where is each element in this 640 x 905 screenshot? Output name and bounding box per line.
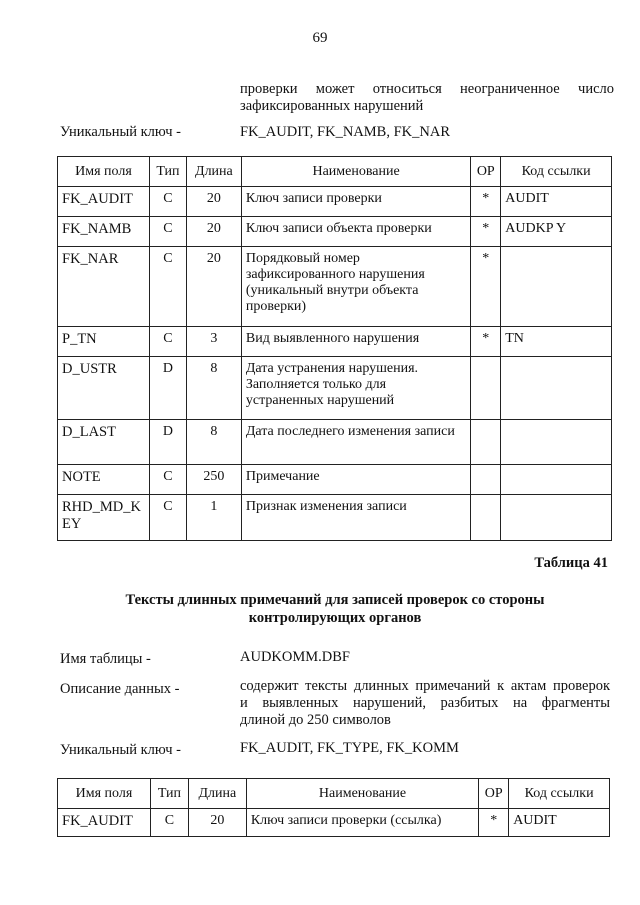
table-row: [58, 187, 612, 217]
field-name: D_USTR: [58, 357, 150, 420]
field-name: RHD_MD_KEY: [58, 495, 150, 541]
table-row: [58, 327, 612, 357]
table-title-line-2: контролирующих органов: [248, 610, 422, 626]
header-type: Тип: [149, 157, 186, 187]
header-length: Длина: [186, 157, 241, 187]
header-name: Наименование: [246, 779, 478, 809]
header-length: Длина: [188, 779, 246, 809]
field-length: 20: [186, 217, 241, 247]
description-line-1: содержит тексты длинных примечаний к актам проверок: [240, 678, 610, 694]
description-line-2: и выявленных нарушений, разбитых на фрагменты: [240, 695, 610, 711]
header-field-name: Имя поля: [58, 779, 151, 809]
field-name: D_LAST: [58, 420, 150, 465]
table-row: [58, 357, 612, 420]
field-ref: AUDIT: [509, 809, 610, 837]
field-length: 20: [186, 247, 241, 327]
intro-line-1: проверки может относиться неограниченное число: [240, 81, 614, 97]
field-name: FK_AUDIT: [58, 809, 151, 837]
header-name: Наименование: [241, 157, 470, 187]
unique-key-label-2: Уникальный ключ -: [60, 742, 181, 758]
table-header-row: [58, 157, 612, 187]
page-number: 69: [312, 30, 328, 46]
field-required: *: [471, 327, 501, 357]
field-type: D: [149, 420, 186, 465]
field-name: FK_NAMB: [58, 217, 150, 247]
table-name-label: Имя таблицы -: [60, 651, 151, 667]
field-length: 8: [186, 420, 241, 465]
field-description: Вид выявленного нарушения: [241, 327, 470, 357]
field-length: 3: [186, 327, 241, 357]
field-type: C: [149, 247, 186, 327]
field-ref: AUDIT: [501, 187, 612, 217]
field-description: Порядковый номер зафиксированного нарушения (уникальный внутри объекта проверки): [241, 247, 470, 327]
field-required: *: [471, 247, 501, 327]
field-type: C: [149, 187, 186, 217]
fields-table: [57, 156, 612, 541]
field-ref: TN: [501, 327, 612, 357]
field-length: 250: [186, 465, 241, 495]
table-row: [58, 420, 612, 465]
intro-line-2: зафиксированных нарушений: [240, 98, 424, 114]
field-ref: [501, 495, 612, 541]
table-title-line-1: Тексты длинных примечаний для записей проверок со стороны: [125, 592, 545, 608]
field-required: [471, 495, 501, 541]
header-ref-code: Код ссылки: [501, 157, 612, 187]
field-name: FK_AUDIT: [58, 187, 150, 217]
field-description: Примечание: [241, 465, 470, 495]
field-description: Признак изменения записи: [241, 495, 470, 541]
field-name: FK_NAR: [58, 247, 150, 327]
unique-key-value-2: FK_AUDIT, FK_TYPE, FK_KOMM: [240, 740, 459, 756]
field-length: 20: [188, 809, 246, 837]
table-number: Таблица 41: [534, 555, 608, 571]
field-description: Ключ записи проверки (ссылка): [246, 809, 478, 837]
field-ref: [501, 357, 612, 420]
table-header-row: [58, 779, 610, 809]
field-length: 1: [186, 495, 241, 541]
description-label: Описание данных -: [60, 681, 180, 697]
field-type: D: [149, 357, 186, 420]
field-required: *: [471, 217, 501, 247]
field-ref: [501, 247, 612, 327]
field-ref: [501, 465, 612, 495]
field-name: P_TN: [58, 327, 150, 357]
field-description: Дата последнего изменения записи: [241, 420, 470, 465]
field-required: [471, 357, 501, 420]
field-ref: AUDKP Y: [501, 217, 612, 247]
field-type: C: [150, 809, 188, 837]
field-required: *: [479, 809, 509, 837]
header-ref-code: Код ссылки: [509, 779, 610, 809]
description-line-3: длиной до 250 символов: [240, 712, 391, 728]
unique-key-value: FK_AUDIT, FK_NAMB, FK_NAR: [240, 124, 451, 140]
field-type: C: [149, 465, 186, 495]
table-row: [58, 465, 612, 495]
header-field-name: Имя поля: [58, 157, 150, 187]
field-length: 8: [186, 357, 241, 420]
table-row: [58, 809, 610, 837]
unique-key-label: Уникальный ключ -: [60, 124, 181, 140]
field-description: Дата устранения нарушения. Заполняется только для устраненных нарушений: [241, 357, 470, 420]
table-name-value: AUDKOMM.DBF: [240, 649, 350, 665]
header-required: ОР: [479, 779, 509, 809]
field-required: [471, 465, 501, 495]
header-type: Тип: [150, 779, 188, 809]
field-required: [471, 420, 501, 465]
field-description: Ключ записи объекта проверки: [241, 217, 470, 247]
header-required: ОР: [471, 157, 501, 187]
field-type: C: [149, 217, 186, 247]
field-length: 20: [186, 187, 241, 217]
field-ref: [501, 420, 612, 465]
field-type: C: [149, 327, 186, 357]
field-name: NOTE: [58, 465, 150, 495]
field-required: *: [471, 187, 501, 217]
table-row: [58, 495, 612, 541]
comments-table: [57, 778, 610, 837]
table-row: [58, 217, 612, 247]
field-description: Ключ записи проверки: [241, 187, 470, 217]
table-row: [58, 247, 612, 327]
field-type: C: [149, 495, 186, 541]
